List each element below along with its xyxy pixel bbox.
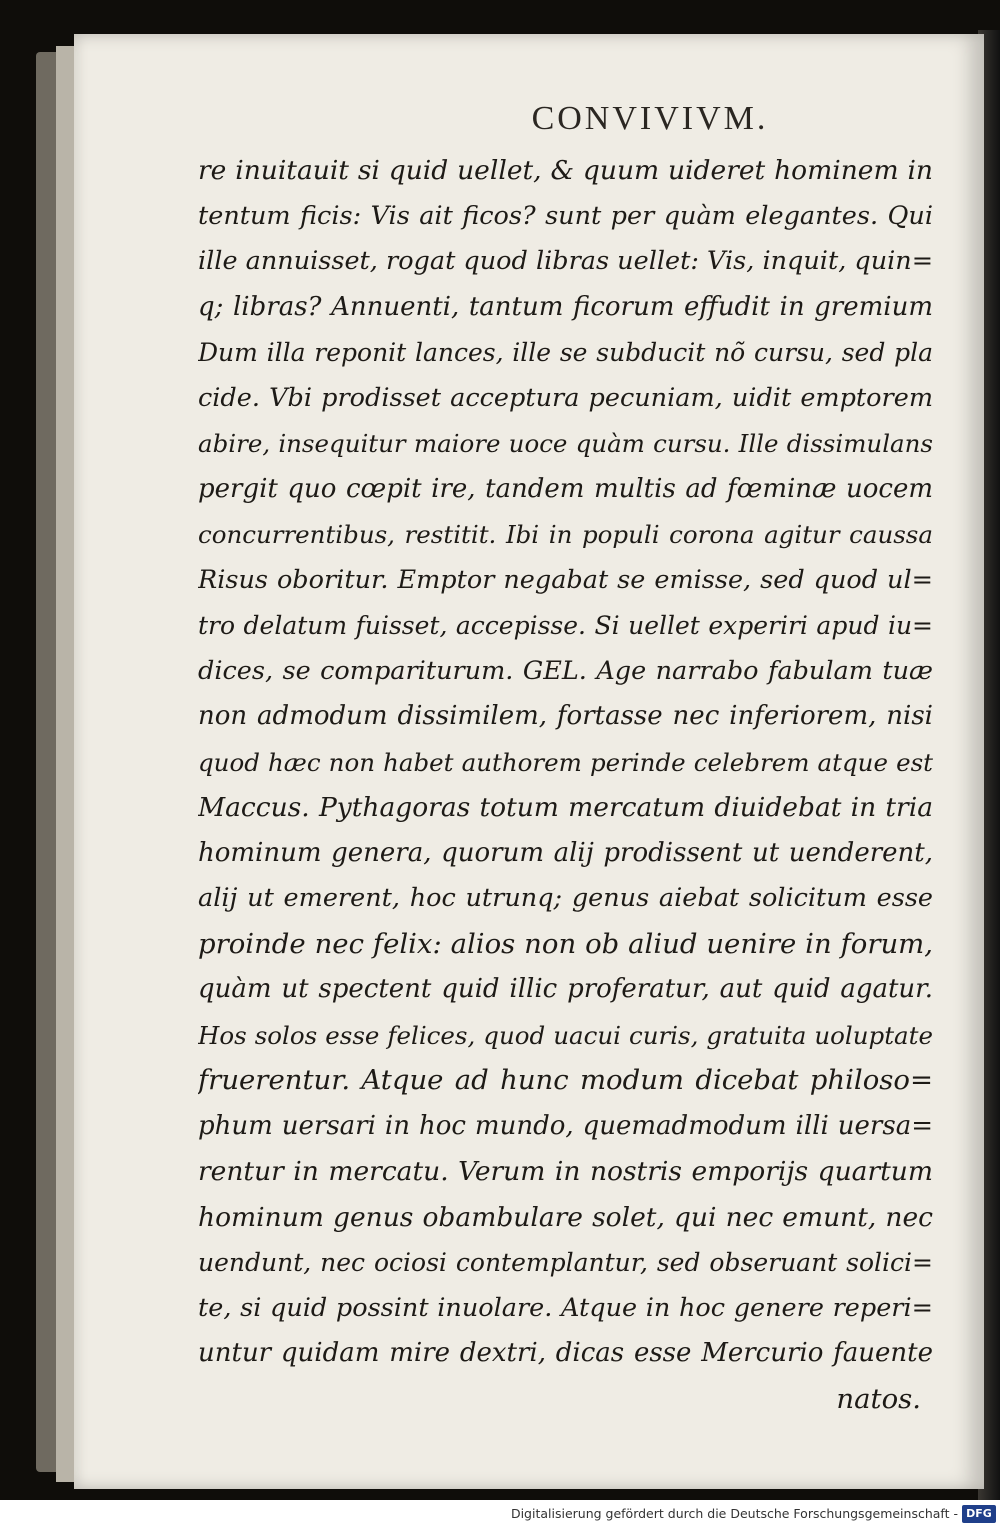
text-line: q; libras? Annuenti, tantum ficorum effudit in gremium [198, 291, 933, 322]
text-line: tentum ficis: Vis ait ficos? sunt per quàm elegantes. Qui [198, 200, 933, 231]
text-line-catchword: natos. [836, 1382, 921, 1415]
dfg-logo: DFG [962, 1505, 996, 1523]
funding-credit: Digitalisierung gefördert durch die Deutsche Forschungsgemeinschaft - [510, 1506, 958, 1521]
text-line: quàm ut spectent quid illic proferatur, aut quid agatur. [198, 974, 933, 1004]
text-line: dices, se compariturum. GEL. Age narrabo fabulam tuæ [198, 655, 933, 686]
text-line: pergit quo cœpit ire, tandem multis ad fœminæ uocem [198, 473, 933, 504]
text-line: non admodum dissimilem, fortasse nec inferiorem, nisi [198, 701, 933, 731]
text-line: Hos solos esse felices, quod uacui curis, gratuita uoluptate [198, 1020, 933, 1050]
text-line: Maccus. Pythagoras totum mercatum diuidebat in tria [198, 792, 933, 823]
text-line: hominum genera, quorum alij prodissent ut uenderent, [198, 837, 933, 868]
text-line: fruerentur. Atque ad hunc modum dicebat philoso= [198, 1064, 933, 1096]
text-line: Dum illa reponit lances, ille se subducit nõ cursu, sed pla [198, 338, 933, 367]
text-line: re inuitauit si quid uellet, & quum uideret hominem in [198, 155, 933, 186]
text-line: abire, insequitur maiore uoce quàm cursu. Ille dissimulans [198, 429, 933, 458]
footer-bar [0, 1500, 1000, 1529]
text-line: rentur in mercatu. Verum in nostris emporijs quartum [198, 1156, 933, 1187]
text-line: concurrentibus, restitit. Ibi in populi corona agitur caussa [198, 520, 933, 549]
text-line: quod hæc non habet authorem perinde celebrem atque est [198, 747, 933, 777]
text-line: ille annuisset, rogat quod libras uellet: Vis, inquit, quin= [198, 246, 933, 276]
text-line: alij ut emerent, hoc utrunq; genus aiebat solicitum esse [198, 883, 933, 913]
text-line: phum uersari in hoc mundo, quemadmodum illi uersa= [198, 1110, 933, 1141]
text-line: proinde nec felix: alios non ob aliud uenire in forum, [198, 927, 933, 960]
text-line: Risus oboritur. Emptor negabat se emisse, sed quod ul= [198, 564, 933, 595]
text-line: te, si quid possint inuolare. Atque in hoc genere reperi= [198, 1292, 933, 1323]
text-line: uendunt, nec ociosi contemplantur, sed obseruant solici= [198, 1248, 933, 1277]
running-head: CONVIVIVM. [531, 100, 769, 137]
text-line: untur quidam mire dextri, dicas esse Mercurio fauente [198, 1338, 933, 1368]
text-block [198, 148, 933, 1422]
text-line: cide. Vbi prodisset acceptura pecuniam, uidit emptorem [198, 382, 933, 413]
text-line: tro delatum fuisset, accepisse. Si uellet experiri apud iu= [198, 611, 933, 640]
text-line: hominum genus obambulare solet, qui nec emunt, nec [198, 1201, 933, 1233]
